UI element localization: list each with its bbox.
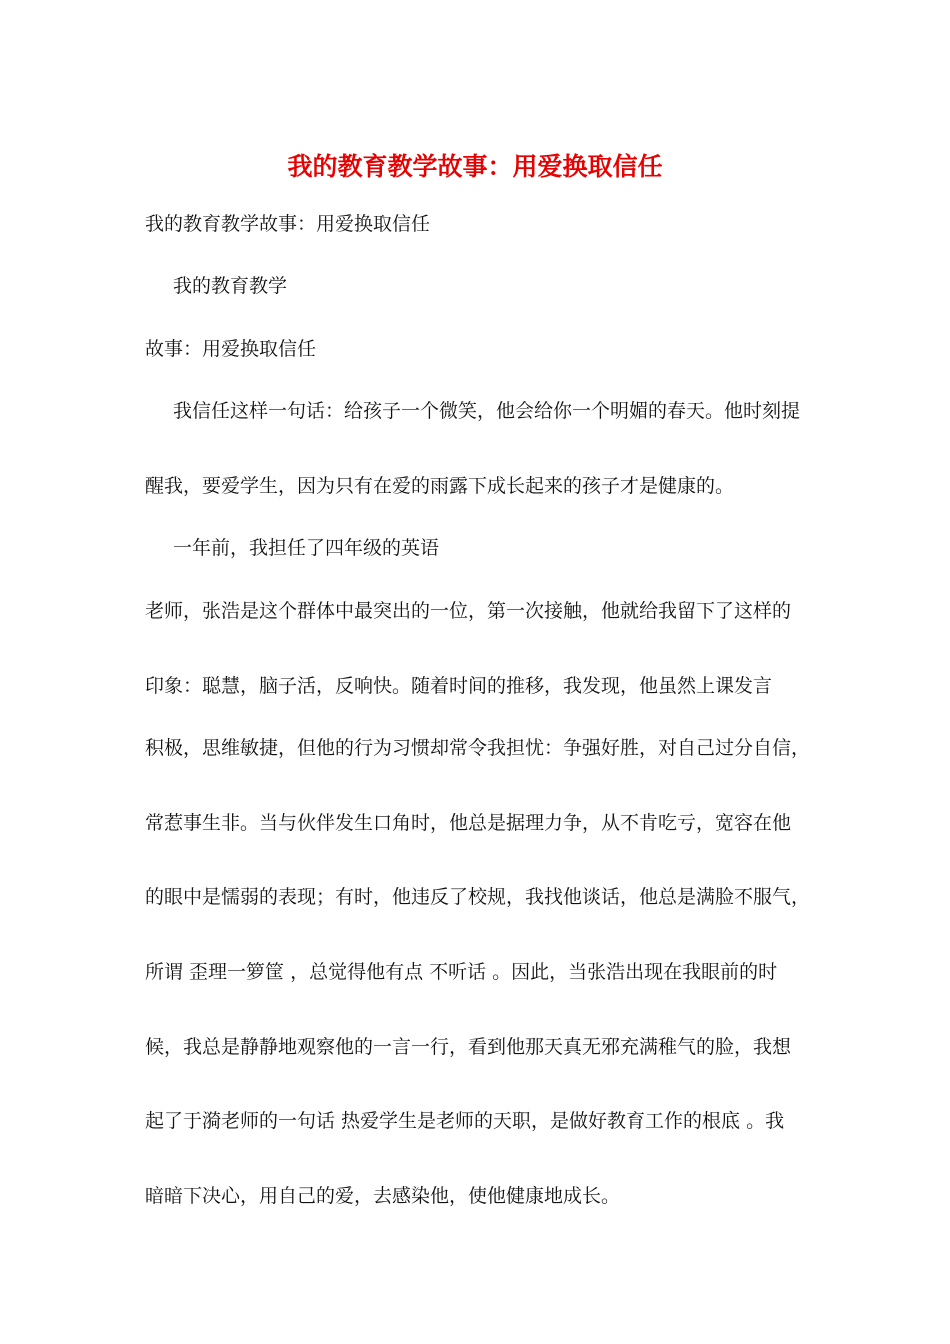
paragraph-line: 醒我，要爱学生，因为只有在爱的雨露下成长起来的孩子才是健康的。 xyxy=(145,475,735,497)
paragraph-line: 暗暗下决心，用自己的爱，去感染他，使他健康地成长。 xyxy=(145,1185,621,1207)
paragraph-line: 候，我总是静静地观察他的一言一行，看到他那天真无邪充满稚气的脸，我想 xyxy=(145,1036,792,1058)
paragraph-line: 我的教育教学 xyxy=(173,275,288,297)
document-title: 我的教育教学故事：用爱换取信任 xyxy=(287,152,663,181)
paragraph-line: 所谓 歪理一箩筐 ，总觉得他有点 不听话 。因此，当张浩出现在我眼前的时 xyxy=(145,961,778,983)
paragraph-line: 积极，思维敏捷，但他的行为习惯却常令我担忧：争强好胜，对自己过分自信， xyxy=(145,737,811,759)
subtitle-line: 我的教育教学故事：用爱换取信任 xyxy=(145,213,431,235)
paragraph-line: 起了于漪老师的一句话 热爱学生是老师的天职，是做好教育工作的根底 。我 xyxy=(145,1110,785,1132)
paragraph-line: 故事：用爱换取信任 xyxy=(145,338,317,360)
paragraph-line: 老师，张浩是这个群体中最突出的一位，第一次接触，他就给我留下了这样的 xyxy=(145,600,792,622)
paragraph-line: 一年前，我担任了四年级的英语 xyxy=(173,537,440,559)
paragraph-line: 印象：聪慧，脑子活，反响快。随着时间的推移，我发现，他虽然上课发言 xyxy=(145,675,773,697)
paragraph-line: 的眼中是懦弱的表现；有时，他违反了校规，我找他谈话，他总是满脸不服气， xyxy=(145,886,811,908)
paragraph-line: 我信任这样一句话：给孩子一个微笑，他会给你一个明媚的春天。他时刻提 xyxy=(173,400,801,422)
paragraph-line: 常惹事生非。当与伙伴发生口角时，他总是据理力争，从不肯吃亏，宽容在他 xyxy=(145,812,792,834)
